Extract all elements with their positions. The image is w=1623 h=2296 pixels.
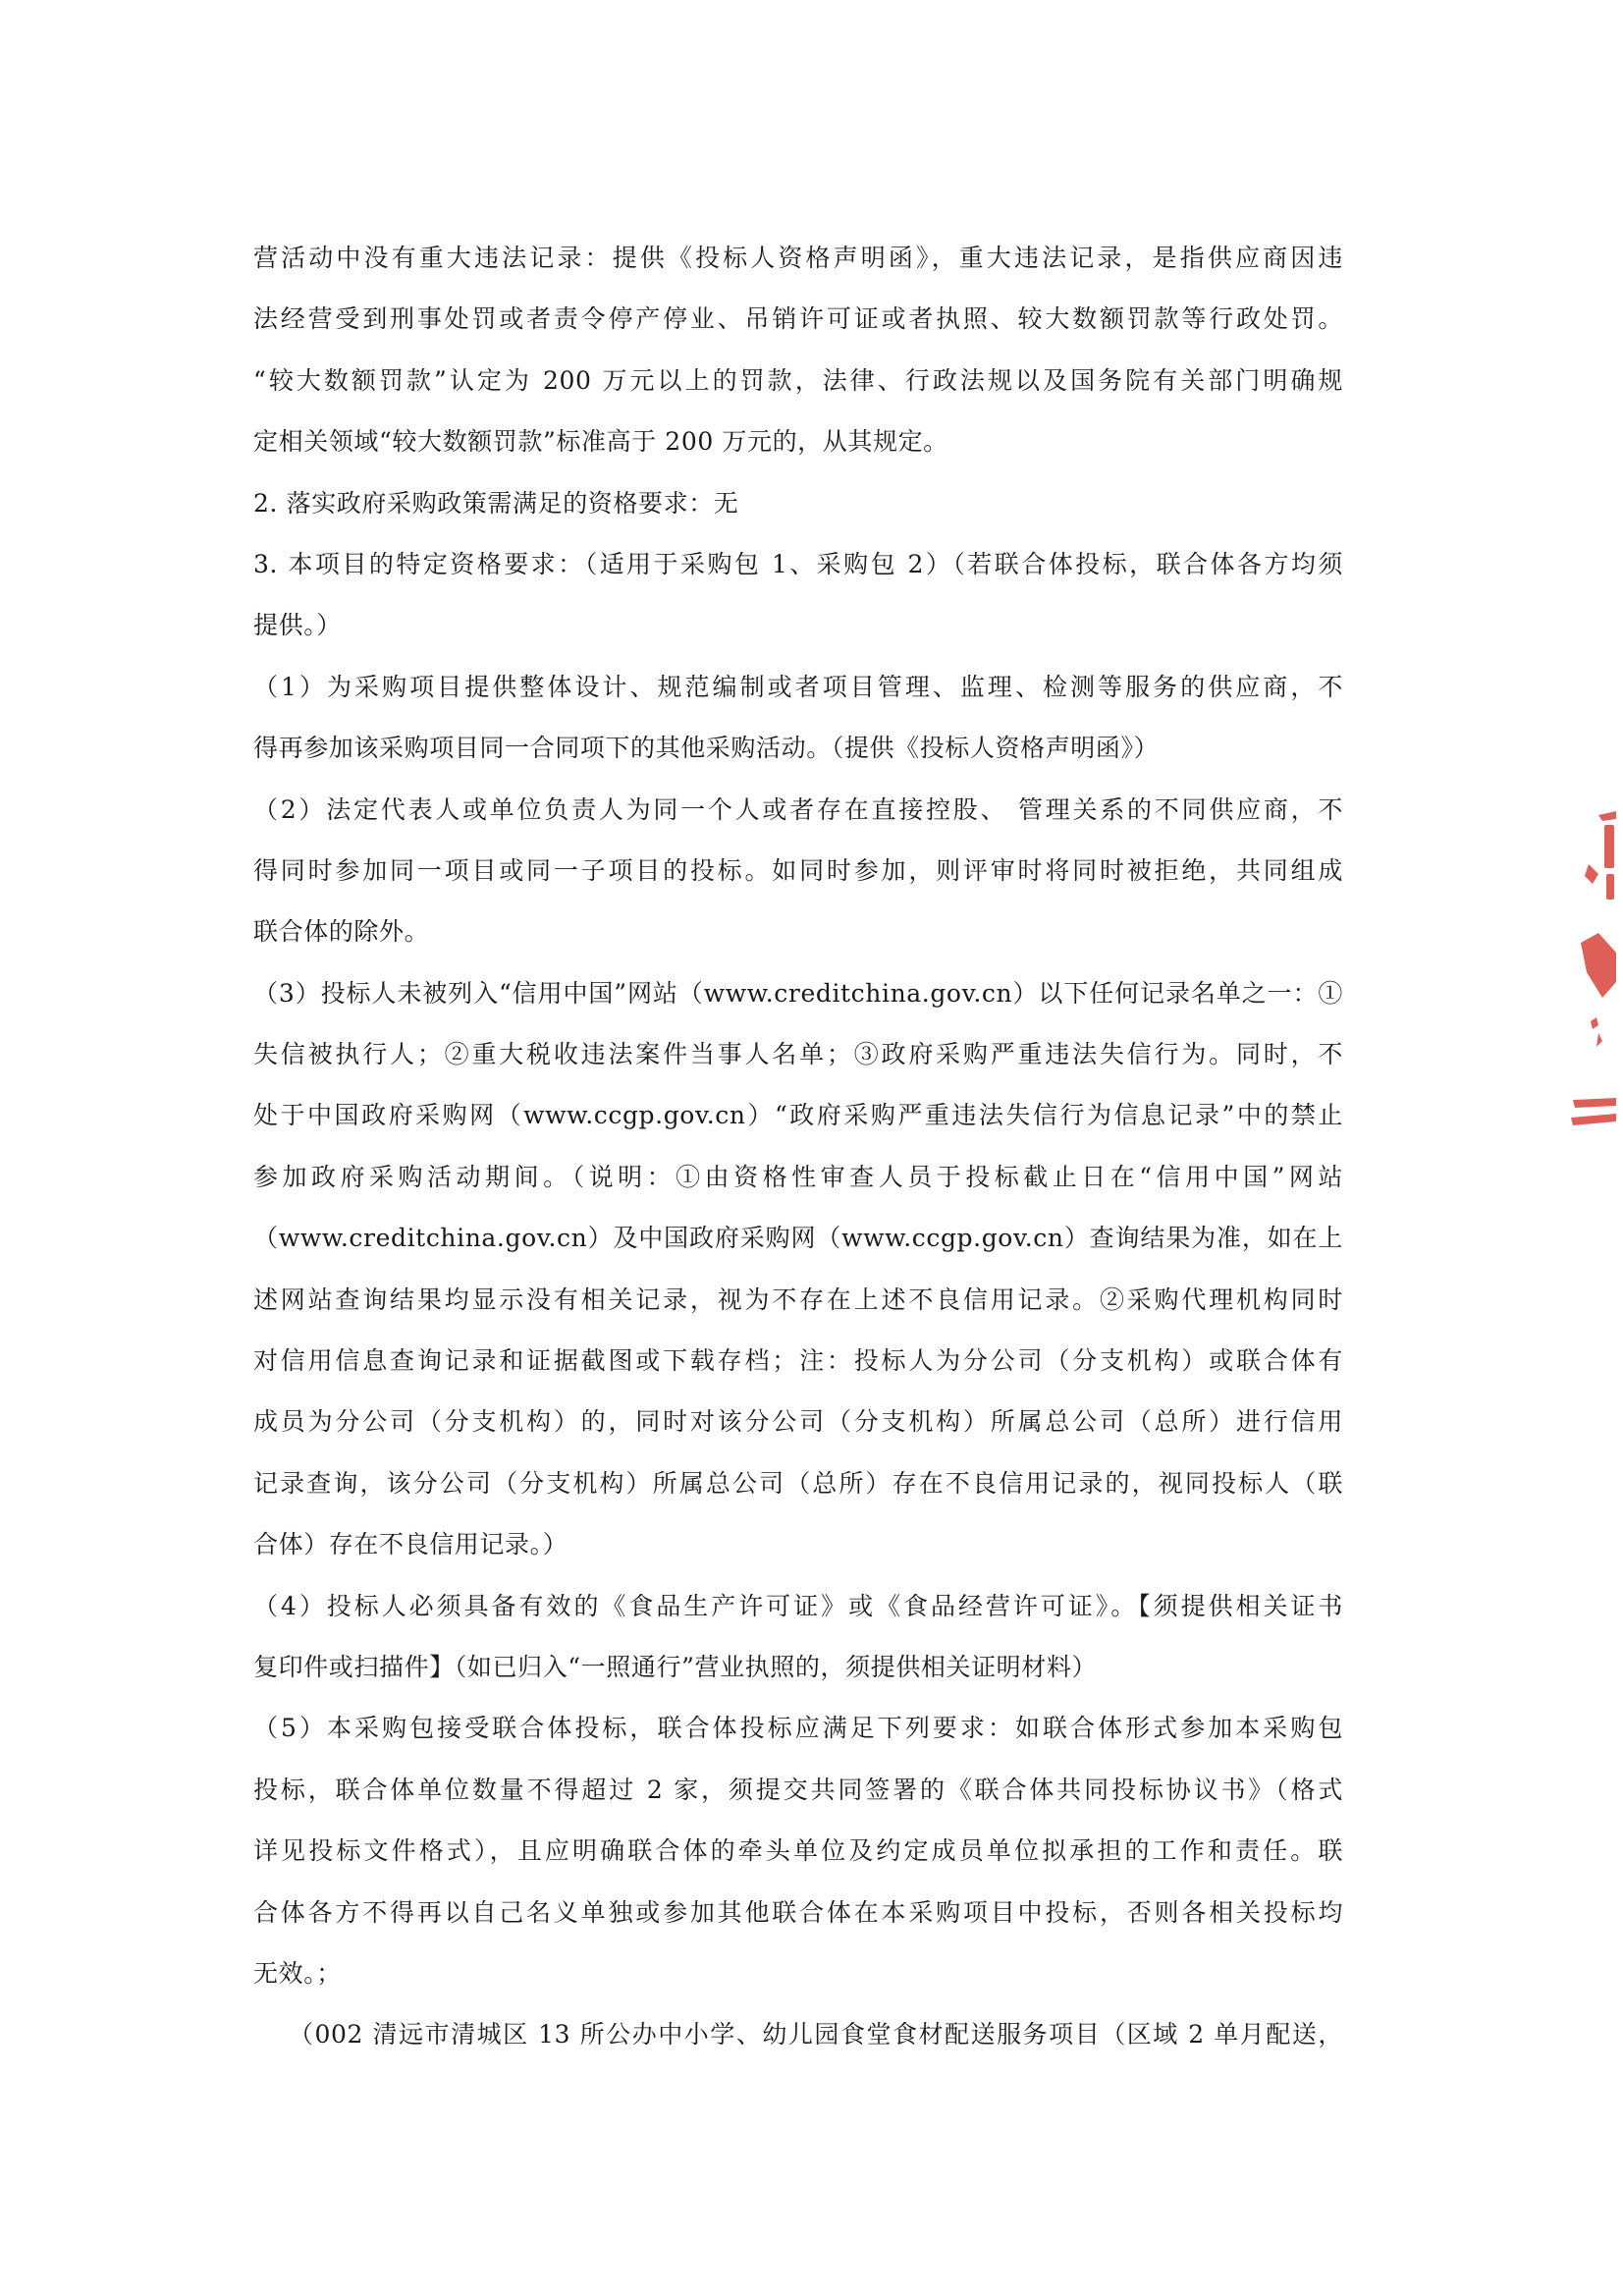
text-line-6: 3. 本项目的特定资格要求：（适用于采购包 1、采购包 2）（若联合体投标，联合体各方均须 [253, 549, 1343, 578]
text-line-19: 对信用信息查询记录和证据截图或下载存档；注：投标人为分公司（分支机构）或联合体有 [253, 1346, 1343, 1376]
text-line-7: 提供。） [253, 611, 342, 640]
text-line-14: 失信被执行人；②重大税收违法案件当事人名单；③政府采购严重违法失信行为。同时，不 [253, 1040, 1343, 1069]
text-line-25: （5）本采购包接受联合体投标，联合体投标应满足下列要求：如联合体形式参加本采购包 [253, 1714, 1343, 1743]
text-line-1: 营活动中没有重大违法记录：提供《投标人资格声明函》，重大违法记录，是指供应商因违 [253, 244, 1343, 272]
text-line-11: 得同时参加同一项目或同一子项目的投标。如同时参加，则评审时将同时被拒绝，共同组成 [253, 855, 1343, 885]
text-line-8: （1）为采购项目提供整体设计、规范编制或者项目管理、监理、检测等服务的供应商，不 [253, 672, 1343, 701]
text-line-10: （2）法定代表人或单位负责人为同一个人或者存在直接控股、 管理关系的不同供应商，不 [253, 794, 1343, 824]
text-line-24: 复印件或扫描件】（如已归入“一照通行”营业执照的，须提供相关证明材料） [253, 1652, 1098, 1681]
text-line-4: 定相关领域“较大数额罚款”标准高于 200 万元的，从其规定。 [253, 427, 948, 457]
seal-icon [1559, 805, 1616, 1159]
text-line-29: 无效。； [253, 1958, 342, 1988]
text-line-16: 参加政府采购活动期间。（说明：①由资格性审查人员于投标截止日在“信用中国”网站 [253, 1162, 1343, 1191]
text-line-17: （www.creditchina.gov.cn）及中国政府采购网（www.ccgp.gov.cn）查询结果为准，如在上 [253, 1224, 1343, 1253]
text-line-21: 记录查询，该分公司（分支机构）所属总公司（总所）存在不良信用记录的，视同投标人（联 [253, 1468, 1343, 1498]
text-line-13: （3）投标人未被列入“信用中国”网站（www.creditchina.gov.cn）以下任何记录名单之一：① [253, 978, 1343, 1008]
text-line-28: 合体各方不得再以自己名义单独或参加其他联合体在本采购项目中投标，否则各相关投标均 [253, 1897, 1343, 1927]
text-line-30: （002 清远市清城区 13 所公办中小学、幼儿园食堂食材配送服务项目（区域 2 单月配送， [289, 2020, 1343, 2050]
text-line-23: （4）投标人必须具备有效的《食品生产许可证》或《食品经营许可证》。【须提供相关证书 [253, 1591, 1343, 1620]
text-line-15: 处于中国政府采购网（www.ccgp.gov.cn）“政府采购严重违法失信行为信息记录”中的禁止 [253, 1101, 1343, 1130]
text-line-20: 成员为分公司（分支机构）的，同时对该分公司（分支机构）所属总公司（总所）进行信用 [253, 1407, 1343, 1437]
document-body [253, 228, 1343, 2066]
text-line-9: 得再参加该采购项目同一合同项下的其他采购活动。（提供《投标人资格声明函》） [253, 734, 1160, 763]
text-line-27: 详见投标文件格式），且应明确联合体的牵头单位及约定成员单位拟承担的工作和责任。联 [253, 1836, 1343, 1866]
seal-stamp-fragment [1559, 805, 1616, 1159]
text-line-22: 合体）存在不良信用记录。） [253, 1530, 568, 1559]
text-line-5: 2. 落实政府采购政策需满足的资格要求：无 [253, 488, 739, 518]
text-line-2: 法经营受到刑事处罚或者责令停产停业、吊销许可证或者执照、较大数额罚款等行政处罚。 [253, 304, 1343, 334]
text-line-12: 联合体的除外。 [253, 917, 430, 947]
text-line-18: 述网站查询结果均显示没有相关记录，视为不存在上述不良信用记录。②采购代理机构同时 [253, 1285, 1343, 1314]
text-line-26: 投标，联合体单位数量不得超过 2 家，须提交共同签署的《联合体共同投标协议书》（格式 [253, 1775, 1343, 1804]
text-line-3: “较大数额罚款”认定为 200 万元以上的罚款，法律、行政法规以及国务院有关部门明确规 [253, 365, 1343, 395]
